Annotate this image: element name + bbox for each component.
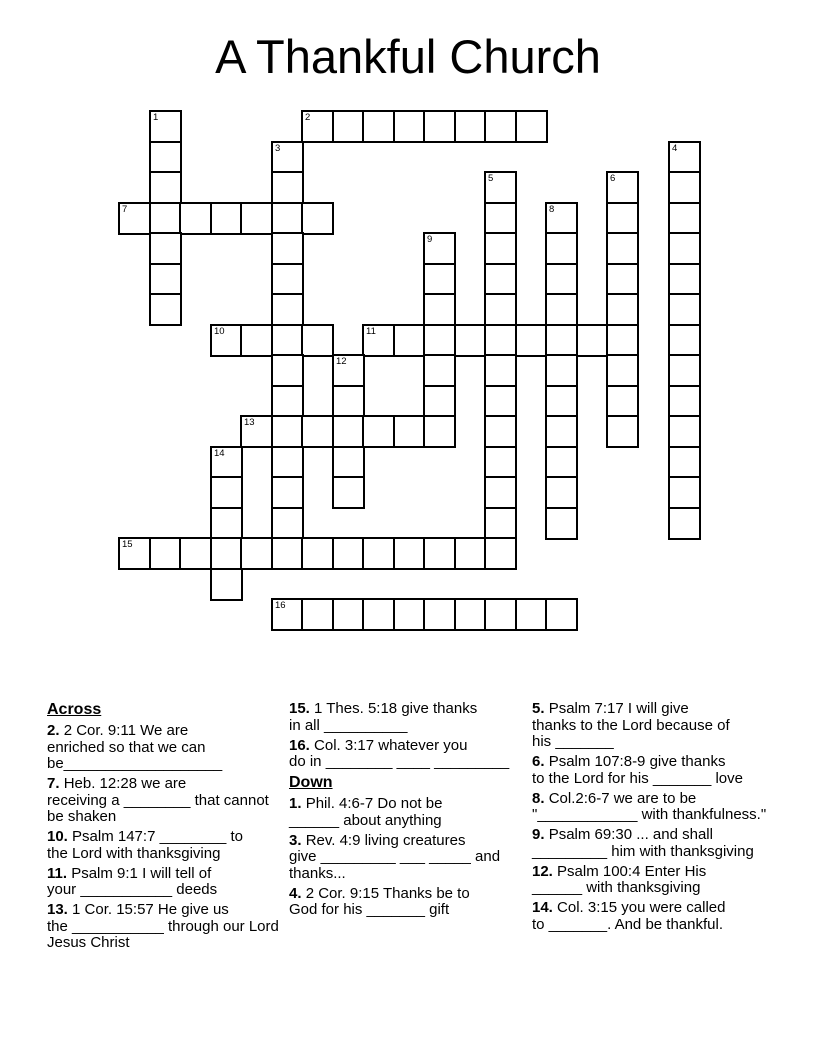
cell-number: 2 <box>305 112 311 123</box>
grid-cell <box>301 598 334 631</box>
grid-cell <box>484 354 517 387</box>
clue-text-line: 2 Cor. 9:11 We are <box>63 722 189 739</box>
grid-cell <box>515 598 548 631</box>
grid-cell <box>545 446 578 479</box>
cell-number: 7 <box>122 204 128 215</box>
clue-8 <box>532 791 782 824</box>
clue-text-line: Psalm 100:4 Enter His <box>557 862 707 880</box>
grid-cell <box>484 324 517 357</box>
grid-cell <box>484 415 517 448</box>
clue-16 <box>289 738 525 771</box>
clue-number: 14. <box>532 899 558 916</box>
cell-number: 12 <box>336 356 347 367</box>
grid-cell <box>545 598 578 631</box>
grid-cell <box>454 324 487 357</box>
grid-cell <box>668 446 701 479</box>
clue-4 <box>289 886 525 919</box>
cell-number: 14 <box>214 448 225 459</box>
clue-number: 10. <box>47 828 73 845</box>
grid-cell <box>149 171 182 204</box>
clue-text-line: God for his _______ gift <box>289 901 450 918</box>
grid-cell <box>423 537 456 570</box>
grid-cell <box>210 568 243 601</box>
grid-cell <box>271 385 304 418</box>
grid-cell <box>271 232 304 265</box>
grid-cell <box>606 171 639 204</box>
grid-cell <box>423 232 456 265</box>
grid-cell <box>362 598 395 631</box>
grid-cell <box>301 110 334 143</box>
grid-cell <box>271 202 304 235</box>
grid-cell <box>484 171 517 204</box>
clue-text-line: enriched so that we can <box>47 738 206 756</box>
clue-column-3 <box>532 701 782 937</box>
grid-cell <box>362 324 395 357</box>
clue-text-line: ______ about anything <box>289 811 442 829</box>
clue-11 <box>47 866 283 899</box>
grid-cell <box>668 507 701 540</box>
clue-text-line: your ___________ deeds <box>47 881 218 898</box>
clue-text-line: be shaken <box>47 808 117 825</box>
grid-cell <box>271 293 304 326</box>
grid-cell <box>545 293 578 326</box>
grid-cell <box>423 598 456 631</box>
grid-cell <box>668 141 701 174</box>
grid-cell <box>301 537 334 570</box>
grid-cell <box>393 598 426 631</box>
grid-cell <box>606 415 639 448</box>
grid-cell <box>179 202 212 235</box>
cell-number: 16 <box>275 600 286 611</box>
clue-text-line: to the Lord for his _______ love <box>532 769 743 787</box>
clue-text-line: Psalm 9:1 I will tell of <box>71 864 212 882</box>
clue-text-line: Rev. 4:9 living creatures <box>305 831 466 849</box>
grid-cell <box>362 537 395 570</box>
grid-cell <box>545 476 578 509</box>
clue-number: 6. <box>532 753 549 770</box>
clue-text-line: Col. 3:15 you were called <box>557 899 726 916</box>
grid-cell <box>606 293 639 326</box>
grid-cell <box>668 202 701 235</box>
grid-cell <box>484 202 517 235</box>
grid-cell <box>668 232 701 265</box>
grid-cell <box>515 324 548 357</box>
clue-14 <box>532 900 782 933</box>
grid-cell <box>545 232 578 265</box>
clue-text-line: Phil. 4:6-7 Do not be <box>305 795 443 812</box>
clue-text-line: Col. 3:17 whatever you <box>314 736 468 754</box>
clue-column-1 <box>47 701 283 955</box>
grid-cell <box>210 537 243 570</box>
clue-number: 9. <box>532 826 549 843</box>
grid-cell <box>576 324 609 357</box>
clue-text-line: in all __________ <box>289 716 408 734</box>
grid-cell <box>210 507 243 540</box>
clue-text-line: be___________________ <box>47 755 223 772</box>
clue-13 <box>47 902 283 952</box>
grid-cell <box>271 263 304 296</box>
down-header: Down <box>289 774 333 791</box>
cell-number: 5 <box>488 173 494 184</box>
clue-text-line: Psalm 69:30 ... and shall <box>548 826 713 843</box>
clue-number: 7. <box>47 775 64 792</box>
grid-cell <box>240 202 273 235</box>
grid-cell <box>271 354 304 387</box>
grid-cell <box>515 110 548 143</box>
grid-cell <box>484 232 517 265</box>
clue-number: 16. <box>289 736 315 754</box>
clue-6 <box>532 754 782 787</box>
clue-text-line: thanks to the Lord because of <box>532 716 730 734</box>
grid-cell <box>271 537 304 570</box>
grid-cell <box>210 446 243 479</box>
grid-cell <box>545 354 578 387</box>
grid-cell <box>545 415 578 448</box>
grid-cell <box>332 598 365 631</box>
grid-cell <box>423 293 456 326</box>
clue-1 <box>289 796 525 829</box>
grid-cell <box>271 446 304 479</box>
grid-cell <box>332 537 365 570</box>
grid-cell <box>362 415 395 448</box>
grid-cell <box>606 385 639 418</box>
grid-cell <box>149 537 182 570</box>
clue-text-line: Heb. 12:28 we are <box>63 775 187 792</box>
clue-5 <box>532 701 782 751</box>
grid-cell <box>484 476 517 509</box>
grid-cell <box>332 446 365 479</box>
grid-cell <box>423 324 456 357</box>
grid-cell <box>454 598 487 631</box>
clue-text-line: the Lord with thanksgiving <box>47 844 221 862</box>
puzzle-title: A Thankful Church <box>215 30 601 83</box>
clue-text-line: to _______. And be thankful. <box>532 915 723 933</box>
cell-number: 13 <box>244 417 255 428</box>
grid-cell <box>149 202 182 235</box>
clue-text-line: ______ with thanksgiving <box>532 879 701 896</box>
clue-text-line: "____________ with thankfulness." <box>532 806 767 823</box>
clue-text-line: Jesus Christ <box>47 934 130 951</box>
clue-number: 13. <box>47 901 73 918</box>
grid-cell <box>301 202 334 235</box>
grid-cell <box>240 415 273 448</box>
clue-text-line: his _______ <box>532 733 614 750</box>
grid-cell <box>271 141 304 174</box>
grid-cell <box>332 354 365 387</box>
clue-text-line: do in ________ ____ _________ <box>289 753 510 770</box>
grid-cell <box>240 537 273 570</box>
grid-cell <box>210 202 243 235</box>
grid-cell <box>484 446 517 479</box>
clue-text-line: Psalm 107:8-9 give thanks <box>548 753 726 770</box>
clue-text-line: Psalm 7:17 I will give <box>548 700 689 717</box>
grid-cell <box>606 324 639 357</box>
grid-cell <box>423 110 456 143</box>
grid-cell <box>332 385 365 418</box>
clue-number: 5. <box>532 700 549 717</box>
grid-cell <box>271 171 304 204</box>
grid-cell <box>332 476 365 509</box>
grid-cell <box>484 110 517 143</box>
clue-9 <box>532 827 782 860</box>
clue-3 <box>289 833 525 883</box>
clue-number: 1. <box>289 795 306 812</box>
grid-cell <box>484 598 517 631</box>
grid-cell <box>271 507 304 540</box>
grid-cell <box>545 507 578 540</box>
grid-cell <box>210 324 243 357</box>
grid-cell <box>606 263 639 296</box>
clue-text-line: Col.2:6-7 we are to be <box>548 789 697 807</box>
clue-text-line: 2 Cor. 9:15 Thanks be to <box>305 884 470 902</box>
clue-text-line: Psalm 147:7 ________ to <box>72 828 243 845</box>
cell-number: 3 <box>275 143 281 154</box>
cell-number: 8 <box>549 204 555 215</box>
grid-cell <box>668 385 701 418</box>
grid-cell <box>668 293 701 326</box>
clue-column-2 <box>289 701 525 922</box>
grid-cell <box>545 324 578 357</box>
cell-number: 10 <box>214 326 225 337</box>
grid-cell <box>423 415 456 448</box>
grid-cell <box>393 110 426 143</box>
grid-cell <box>332 110 365 143</box>
clue-text-line: _________ him with thanksgiving <box>532 842 754 860</box>
grid-cell <box>271 598 304 631</box>
grid-cell <box>301 324 334 357</box>
grid-cell <box>668 171 701 204</box>
clue-number: 12. <box>532 862 558 880</box>
grid-cell <box>393 415 426 448</box>
grid-cell <box>484 507 517 540</box>
clue-number: 15. <box>289 700 315 717</box>
grid-cell <box>545 385 578 418</box>
grid-cell <box>668 263 701 296</box>
cell-number: 1 <box>153 112 159 123</box>
clue-text-line: the ___________ through our Lord <box>47 917 279 935</box>
grid-cell <box>606 232 639 265</box>
grid-cell <box>484 293 517 326</box>
clue-number: 2. <box>47 722 64 739</box>
grid-cell <box>271 415 304 448</box>
cell-number: 6 <box>610 173 616 184</box>
grid-cell <box>149 293 182 326</box>
grid-cell <box>454 537 487 570</box>
across-header: Across <box>47 701 102 718</box>
grid-cell <box>271 324 304 357</box>
grid-cell <box>393 324 426 357</box>
cell-number: 9 <box>427 234 433 245</box>
clue-2 <box>47 723 283 773</box>
grid-cell <box>668 324 701 357</box>
grid-cell <box>240 324 273 357</box>
grid-cell <box>149 110 182 143</box>
grid-cell <box>423 385 456 418</box>
grid-cell <box>149 263 182 296</box>
clue-10 <box>47 829 283 862</box>
cell-number: 15 <box>122 539 133 550</box>
clue-number: 11. <box>47 864 72 882</box>
grid-cell <box>668 415 701 448</box>
grid-cell <box>393 537 426 570</box>
clue-12 <box>532 864 782 897</box>
clue-text-line: thanks... <box>289 864 346 882</box>
clue-number: 3. <box>289 831 306 849</box>
grid-cell <box>454 110 487 143</box>
clue-number: 8. <box>532 789 549 807</box>
clue-text-line: give _________ ___ _____ and <box>289 848 501 865</box>
clue-text-line: receiving a ________ that cannot <box>47 791 269 809</box>
grid-cell <box>606 202 639 235</box>
grid-cell <box>484 385 517 418</box>
grid-cell <box>668 476 701 509</box>
grid-cell <box>118 537 151 570</box>
grid-cell <box>484 263 517 296</box>
grid-cell <box>423 263 456 296</box>
grid-cell <box>179 537 212 570</box>
grid-cell <box>210 476 243 509</box>
grid-cell <box>668 354 701 387</box>
cell-number: 4 <box>672 143 678 154</box>
grid-cell <box>484 537 517 570</box>
clue-text-line: 1 Thes. 5:18 give thanks <box>314 700 478 717</box>
clue-text-line: 1 Cor. 15:57 He give us <box>72 901 229 918</box>
cell-number: 11 <box>366 326 376 337</box>
grid-cell <box>149 232 182 265</box>
grid-cell <box>545 202 578 235</box>
clue-15 <box>289 701 525 734</box>
grid-cell <box>362 110 395 143</box>
grid-cell <box>423 354 456 387</box>
grid-cell <box>606 354 639 387</box>
grid-cell <box>332 415 365 448</box>
grid-cell <box>301 415 334 448</box>
clue-7 <box>47 776 283 826</box>
grid-cell <box>149 141 182 174</box>
grid-cell <box>271 476 304 509</box>
clue-number: 4. <box>289 884 306 902</box>
grid-cell <box>118 202 151 235</box>
grid-cell <box>545 263 578 296</box>
